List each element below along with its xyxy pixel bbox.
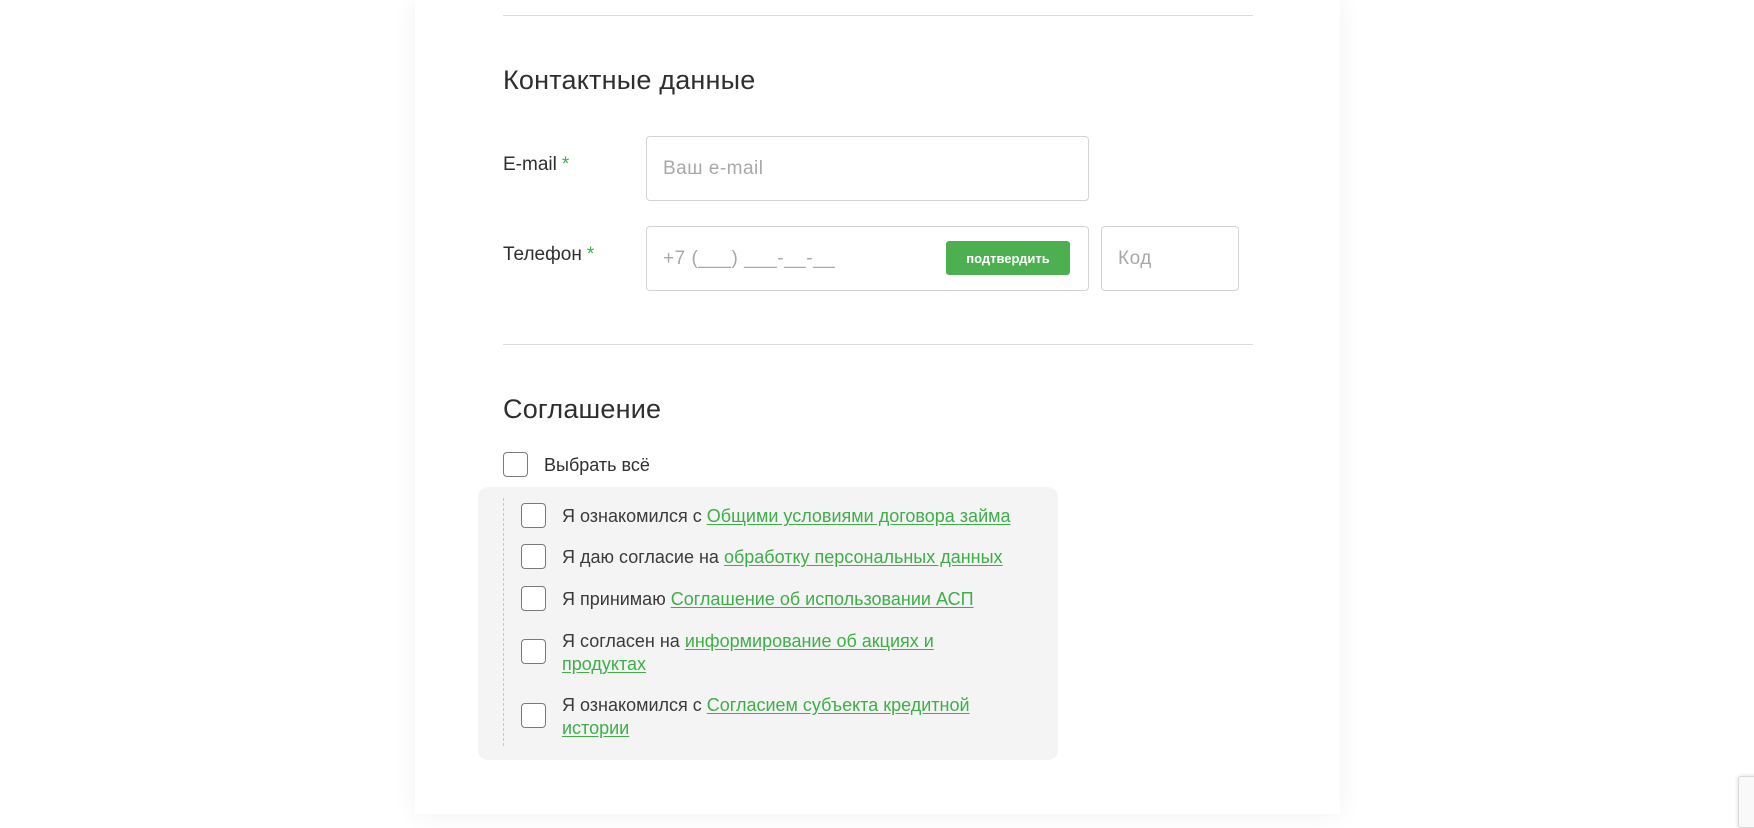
contacts-section-title: Контактные данные (503, 65, 756, 95)
agreement-item-credit-history (562, 694, 992, 740)
agreement-item-text: Я ознакомился с (562, 695, 707, 715)
section-divider-middle (503, 344, 1253, 345)
agreement-checkbox-general-terms[interactable] (521, 503, 546, 528)
select-all-checkbox[interactable] (503, 452, 528, 477)
agreement-item-text: Я даю согласие на (562, 547, 724, 567)
agreement-item-personal-data (562, 546, 1012, 569)
agreement-item-text: Я ознакомился с (562, 506, 707, 526)
email-input[interactable] (663, 137, 1073, 200)
agreement-section-title: Соглашение (503, 394, 662, 424)
agreement-item-text: Я принимаю (562, 589, 671, 609)
agreement-item-promo (562, 630, 962, 676)
agreement-item-asp (562, 588, 1012, 611)
recaptcha-badge[interactable] (1738, 776, 1754, 828)
select-all-label[interactable]: Выбрать всё (544, 455, 650, 475)
email-field[interactable] (646, 136, 1089, 201)
agreements-tree-line (503, 498, 504, 746)
agreement-item-general-terms (562, 505, 1012, 528)
phone-field[interactable] (646, 226, 1089, 291)
phone-label (503, 244, 594, 266)
agreement-checkbox-credit-history[interactable] (521, 703, 546, 728)
code-field[interactable] (1101, 226, 1239, 291)
promo-info-link[interactable]: информирование об акциях и продуктах (562, 631, 934, 674)
general-terms-link[interactable]: Общими условиями договора займа (706, 506, 1011, 526)
phone-required-mark: * (586, 244, 595, 265)
agreement-checkbox-promo[interactable] (521, 639, 546, 664)
agreement-checkbox-personal-data[interactable] (521, 544, 546, 569)
email-required-mark: * (561, 154, 570, 175)
personal-data-link[interactable]: обработку персональных данных (723, 547, 1003, 567)
credit-history-link[interactable]: Согласием субъекта кредитной истории (562, 695, 970, 738)
asp-agreement-link[interactable]: Соглашение об использовании АСП (670, 589, 974, 609)
agreement-checkbox-asp[interactable] (521, 586, 546, 611)
code-input[interactable] (1118, 227, 1228, 290)
email-label-text: E-mail (503, 154, 557, 175)
phone-input[interactable] (663, 227, 923, 290)
email-label (503, 154, 569, 176)
confirm-phone-button[interactable]: подтвердить (946, 241, 1070, 275)
phone-label-text: Телефон (503, 244, 582, 265)
section-divider-top (503, 15, 1253, 16)
agreement-item-text: Я согласен на (562, 631, 685, 651)
